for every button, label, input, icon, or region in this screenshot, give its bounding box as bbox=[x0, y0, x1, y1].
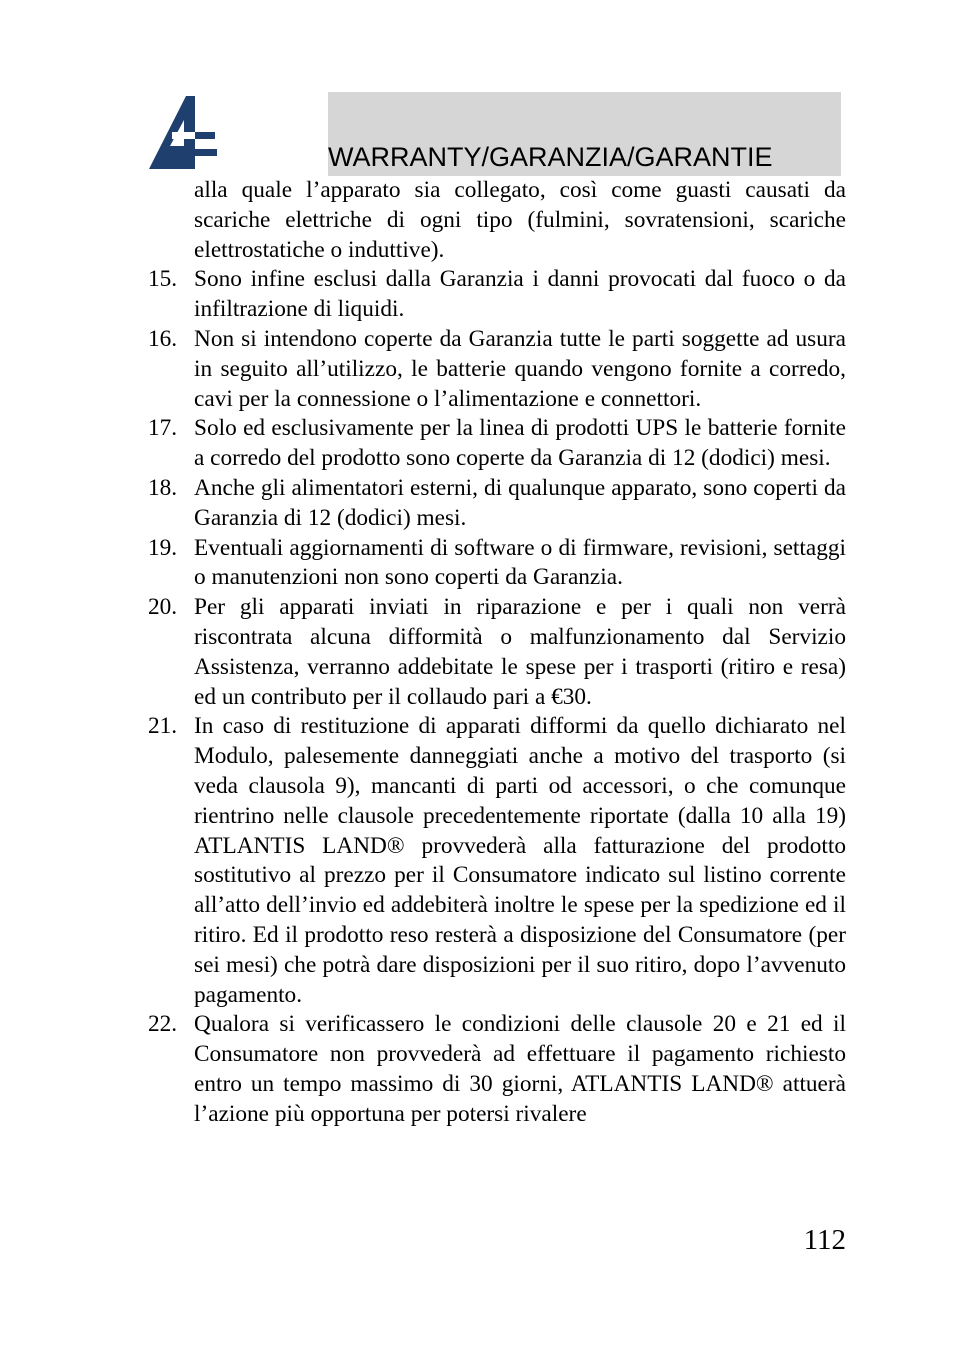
page-number: 112 bbox=[803, 1224, 846, 1256]
item-text: Non si intendono coperte da Garanzia tutte le parti soggette ad usura in seguito all’utilizzo, le batterie quando vengono fornite a corredo, cavi per la connessione o l’alimentazione e connettori. bbox=[194, 325, 846, 412]
item-text: Solo ed esclusivamente per la linea di prodotti UPS le batterie fornite a corredo del prodotto sono coperte da Garanzia di 12 (dodici) mesi. bbox=[194, 415, 846, 472]
list-item bbox=[148, 325, 846, 414]
list-item bbox=[148, 474, 846, 534]
item-number: 22. bbox=[148, 1011, 178, 1038]
item-text: Sono infine esclusi dalla Garanzia i danni provocati dal fuoco o da infiltrazione di liquidi. bbox=[194, 266, 846, 323]
item-text: Eventuali aggiornamenti di software o di firmware, revisioni, settaggi o manutenzioni non sono coperti da Garanzia. bbox=[194, 534, 846, 591]
continuation-paragraph bbox=[148, 176, 846, 265]
item-number: 20. bbox=[148, 594, 178, 621]
page-title: WARRANTY/GARANZIA/GARANTIE bbox=[328, 142, 773, 172]
item-text: Per gli apparati inviati in riparazione e per i quali non verrà riscontrata alcuna difformità o malfunzionamento dal Servizio Assistenza, verranno addebitate le spese per i trasporti (ritiro e resa) ed un contributo per il collaudo pari a €30. bbox=[194, 594, 846, 710]
item-text: Qualora si verificassero le condizioni delle clausole 20 e 21 ed il Consumatore non provvederà ad effettuare il pagamento richiesto entro un tempo massimo di 30 giorni, ATLANTIS LAND® attuerà l’azione più opportuna per potersi rivalere bbox=[194, 1011, 846, 1127]
list-item bbox=[148, 534, 846, 594]
item-text: In caso di restituzione di apparati difformi da quello dichiarato nel Modulo, palesemente danneggiati anche a motivo del trasporto (si veda clausola 9), mancanti di parti od accessori, o che comunque rientrino nelle clausole precedentemente riportate (dalla 10 alla 19) ATLANTIS LAND® provvederà alla fatturazione del prodotto sostitutivo al prezzo per il Consumatore indicato sul listino corrente all’atto dell’invio ed addebiterà inoltre le spese per la spedizione ed il ritiro. Ed il prodotto reso resterà a disposizione del Consumatore (per sei mesi) che potrà dare disposizioni per il suo ritiro, dopo l’avvenuto pagamento. bbox=[194, 713, 846, 1008]
warranty-text bbox=[148, 176, 846, 1130]
list-item bbox=[148, 414, 846, 474]
list-item bbox=[148, 712, 846, 1010]
item-number: 16. bbox=[148, 325, 178, 352]
item-number: 15. bbox=[148, 266, 178, 293]
paragraph-text: alla quale l’apparato sia collegato, così come guasti causati da scariche elettriche di ogni tipo (fulmini, sovratensioni, scariche elettrostatiche o induttive). bbox=[194, 177, 846, 263]
item-number: 21. bbox=[148, 713, 178, 740]
item-text: Anche gli alimentatori esterni, di qualunque apparato, sono coperti da Garanzia di 12 (dodici) mesi. bbox=[194, 474, 846, 531]
list-item bbox=[148, 265, 846, 325]
item-number: 17. bbox=[148, 415, 178, 442]
item-number: 18. bbox=[148, 474, 178, 501]
list-item bbox=[148, 1010, 846, 1129]
item-number: 19. bbox=[148, 534, 178, 561]
list-item bbox=[148, 593, 846, 712]
atlantis-land-logo-icon bbox=[148, 94, 218, 170]
